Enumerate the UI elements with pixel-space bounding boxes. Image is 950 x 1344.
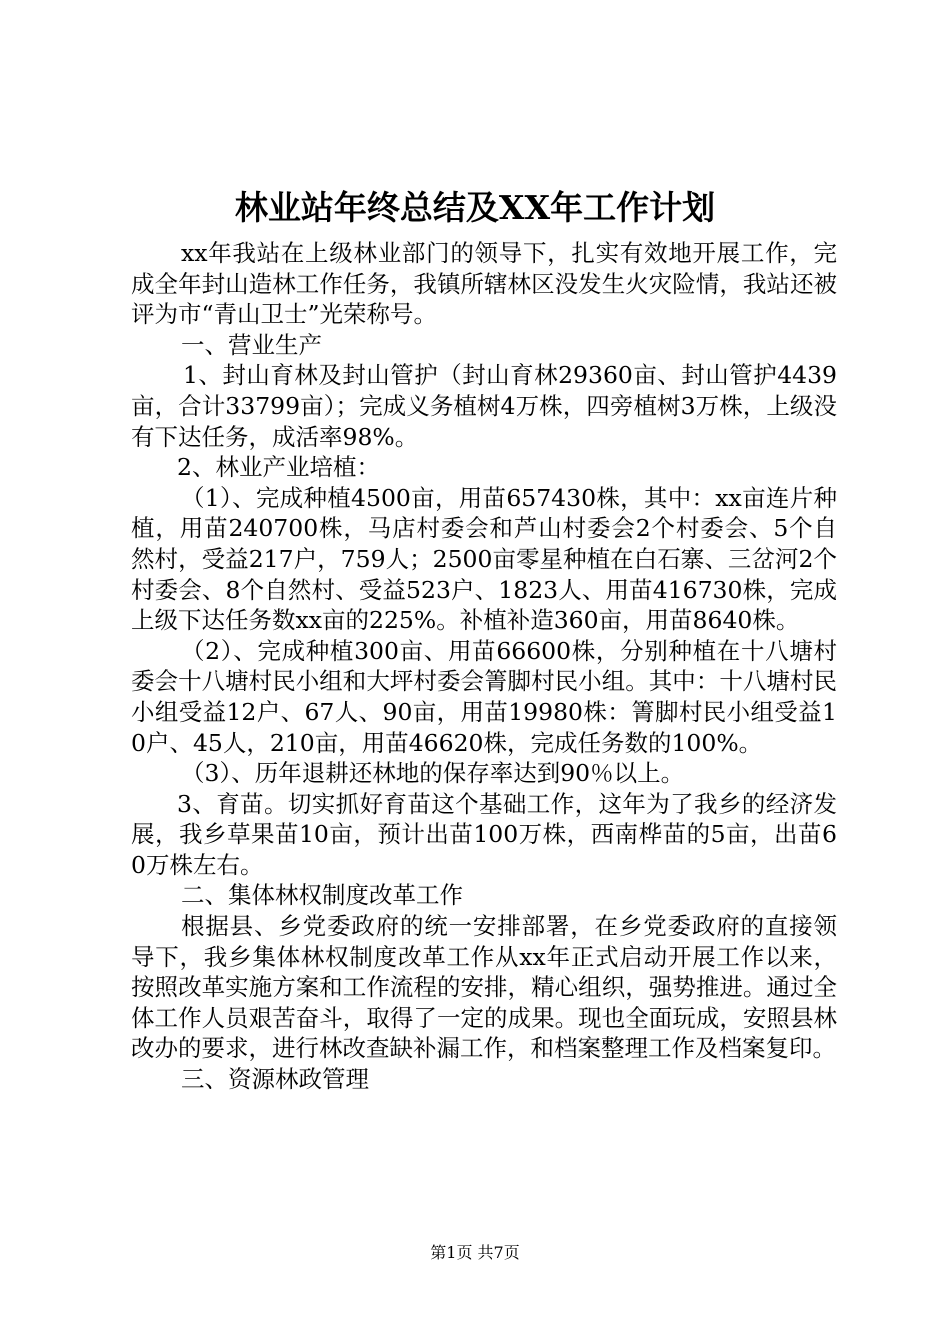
paragraph-forest-closure: 1、封山育林及封山管护（封山育林29360亩、封山管护4439亩，合计33799亩）；完成义务植树4万株，四旁植树3万株，上级没有下达任务，成活率98%。 [131,361,837,451]
paragraph-tenure-reform: 根据县、乡党委政府的统一安排部署，在乡党委政府的直接领导下，我乡集体林权制度改革工作从xx年正式启动开展工作以来，按照改革实施方案和工作流程的安排，精心组织，强势推进。通过全体工作人员艰苦奋斗，取得了一定的成果。现也全面玩成，安照县林改办的要求，进行林改查缺补漏工作，和档案整理工作及档案复印。 [131,912,837,1063]
paragraph-item-2: （2）、完成种植300亩、用苗66600株，分别种植在十八塘村委会十八塘村民小组和大坪村委会箐脚村民小组。其中：十八塘村民小组受益12户、67人、90亩，用苗19980株：箐脚村民小组受益10户、45人，210亩，用苗46620株，完成任务数的100%。 [131,636,837,757]
paragraph-industry-heading: 2、林业产业培植： [177,453,380,482]
section-heading-resource-management: 三、资源林政管理 [181,1065,369,1094]
paragraph-seedlings: 3、育苗。切实抓好育苗这个基础工作，这年为了我乡的经济发展，我乡草果苗10亩，预计出苗100万株，西南桦苗的5亩，出苗60万株左右。 [131,789,837,879]
section-heading-production: 一、营业生产 [181,330,322,359]
document-body [131,238,837,1095]
page-footer: 第1页 共7页 [430,1243,520,1262]
paragraph-item-1: （1）、完成种植4500亩，用苗657430株，其中：xx亩连片种植，用苗240700株，马店村委会和芦山村委会2个村委会、5个自然村，受益217户，759人；2500亩零星种植在白石寨、三岔河2个村委会、8个自然村、受益523户、1823人、用苗416730株，完成上级下达任务数xx亩的225%。补植补造360亩，用苗8640株。 [131,483,837,635]
paragraph-item-3: （3）、历年退耕还林地的保存率达到90％以上。 [181,759,685,788]
section-heading-tenure-reform: 二、集体林权制度改革工作 [181,881,463,910]
intro-paragraph: xx年我站在上级林业部门的领导下，扎实有效地开展工作，完成全年封山造林工作任务，我镇所辖林区没发生火灾险情，我站还被评为市“青山卫士”光荣称号。 [131,239,837,329]
document-title: 林业站年终总结及XX年工作计划 [234,188,716,227]
